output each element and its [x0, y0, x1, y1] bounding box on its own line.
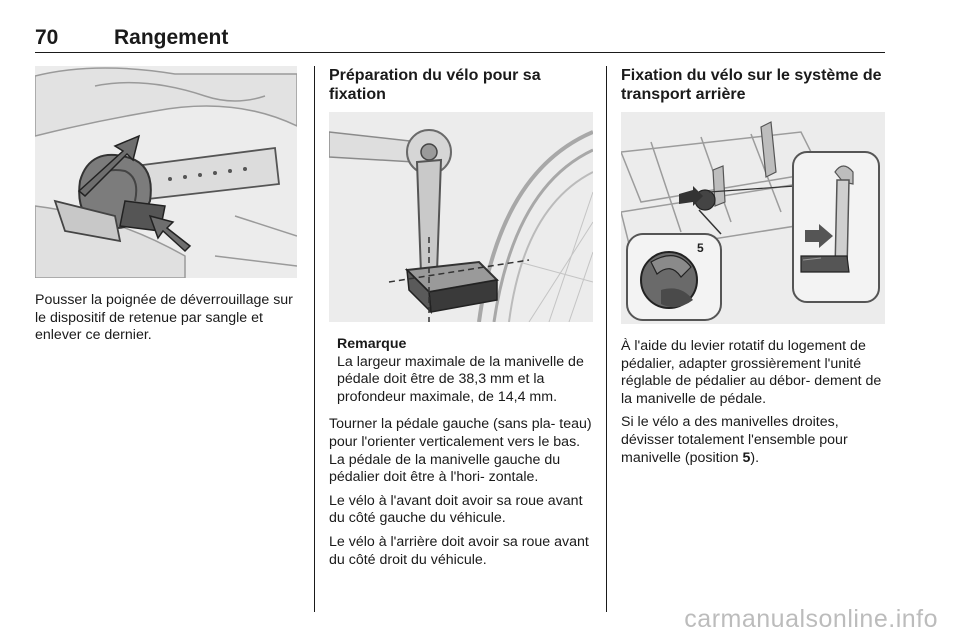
paragraph-straight-cranks	[621, 414, 885, 467]
pedal-holder-illustration	[621, 112, 885, 324]
position-digit-label: 5	[697, 241, 704, 255]
note-box	[337, 336, 593, 406]
paragraph-rear-bike: Le vélo à l'arrière doit avoir sa roue avant du côté droit du véhicule.	[329, 533, 589, 568]
strap-release-illustration	[35, 66, 297, 278]
section-title-preparation: Préparation du vélo pour sa fixation	[329, 67, 541, 103]
column-left	[35, 66, 299, 351]
page-number: 70	[35, 26, 59, 49]
column-right	[621, 66, 885, 473]
section-title-fixation: Fixation du vélo sur le système de transport arrière	[621, 67, 882, 103]
position-number: 5	[742, 449, 751, 466]
note-label: Remarque	[337, 336, 407, 352]
paragraph-straight-cranks-end: ).	[750, 449, 760, 466]
paragraph-straight-cranks-start: Si le vélo a des manivelles droites, dévisser totalement l'ensemble pour manivelle (position	[621, 414, 848, 466]
page-heading: Rangement	[114, 26, 229, 49]
figure-caption: Pousser la poignée de déverrouillage sur le dispositif de retenue par sangle et enlever ce dernier.	[35, 292, 293, 344]
column-divider-2	[606, 66, 607, 612]
paragraph-pedal-orientation: Tourner la pédale gauche (sans pla- teau) pour l'orienter verticalement vers le bas. La pédale de la manivelle gauche du pédalier doit être à l'hori- zontale.	[329, 416, 592, 486]
column-middle	[329, 66, 593, 575]
header-rule	[35, 52, 885, 53]
note-text: La largeur maximale de la manivelle de pédale doit être de 38,3 mm et la profondeur maximale, de 14,4 mm.	[337, 353, 584, 405]
paragraph-rotary-lever: À l'aide du levier rotatif du logement de pédalier, adapter grossièrement l'unité réglable de pédalier au débor- dement de la manivelle de pédale.	[621, 338, 882, 407]
pedal-crank-illustration	[329, 112, 593, 322]
column-divider-1	[314, 66, 315, 612]
watermark: carmanualsonline.info	[684, 605, 938, 633]
paragraph-front-bike: Le vélo à l'avant doit avoir sa roue avant du côté gauche du véhicule.	[329, 492, 583, 527]
